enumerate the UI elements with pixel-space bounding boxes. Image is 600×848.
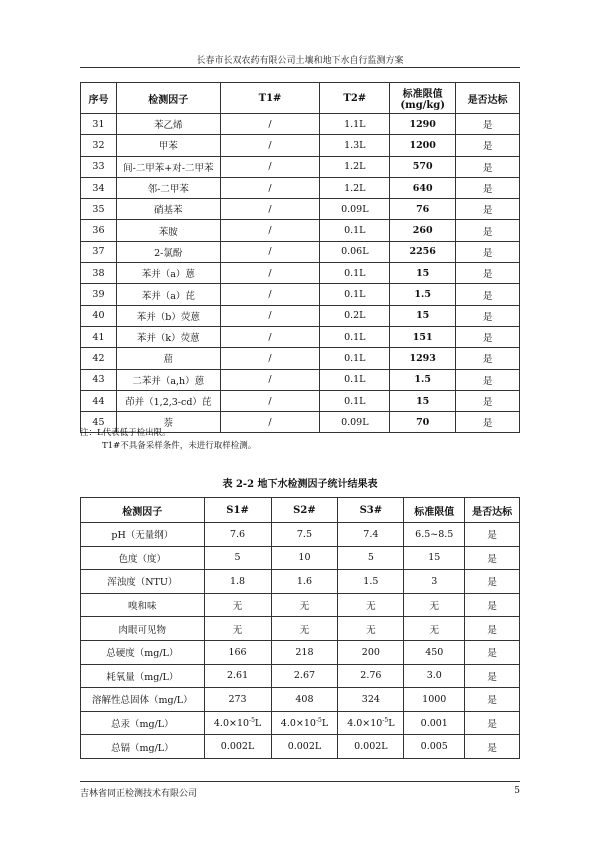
cell-factor: 苯并（a）蒽 xyxy=(116,263,220,284)
cell-factor: 嗅和味 xyxy=(81,593,205,617)
col-header-s2: S2# xyxy=(271,498,338,523)
col-header-compliance: 是否达标 xyxy=(456,83,520,114)
col-header-factor: 检测因子 xyxy=(116,83,220,114)
table-row xyxy=(81,326,520,347)
cell-s2: 10 xyxy=(271,546,338,570)
cell-limit: 70 xyxy=(390,412,456,433)
cell-factor: 总汞（mg/L） xyxy=(81,711,205,735)
cell-s1: 0.002L xyxy=(204,735,271,759)
cell-s2: 218 xyxy=(271,640,338,664)
cell-t2: 0.1L xyxy=(320,220,390,241)
cell-factor: 苯并（a）芘 xyxy=(116,284,220,305)
cell-t1: / xyxy=(220,199,320,220)
cell-compliance: 是 xyxy=(465,523,520,547)
col-header-t1: T1# xyxy=(220,83,320,114)
cell-s2: 408 xyxy=(271,688,338,712)
cell-s3 xyxy=(338,711,404,735)
cell-t1: / xyxy=(220,305,320,326)
cell-t2: 1.3L xyxy=(320,135,390,156)
cell-compliance: 是 xyxy=(465,688,520,712)
cell-t1: / xyxy=(220,348,320,369)
cell-limit: 15 xyxy=(390,263,456,284)
cell-factor: 苯胺 xyxy=(116,220,220,241)
table-header-row xyxy=(81,83,520,114)
cell-limit: 76 xyxy=(390,199,456,220)
cell-t1: / xyxy=(220,284,320,305)
cell-t2: 0.1L xyxy=(320,263,390,284)
cell-s1: 273 xyxy=(204,688,271,712)
cell-t1: / xyxy=(220,135,320,156)
sci-base: 4.0×10 xyxy=(213,717,250,729)
cell-index: 44 xyxy=(81,390,117,411)
cell-t2: 0.09L xyxy=(320,199,390,220)
cell-limit: 0.001 xyxy=(404,711,465,735)
cell-t1: / xyxy=(220,263,320,284)
cell-limit: 1200 xyxy=(390,135,456,156)
groundwater-results-tail xyxy=(81,711,520,758)
cell-t2: 1.1L xyxy=(320,114,390,135)
cell-index: 36 xyxy=(81,220,117,241)
cell-s1 xyxy=(204,711,271,735)
cell-s2: 无 xyxy=(271,593,338,617)
cell-compliance: 是 xyxy=(456,135,520,156)
footer-company: 吉林省同正检测技术有限公司 xyxy=(80,789,198,799)
table-row xyxy=(81,593,520,617)
cell-limit: 1293 xyxy=(390,348,456,369)
cell-limit: 6.5~8.5 xyxy=(404,523,465,547)
cell-factor: 间-二甲苯+对-二甲苯 xyxy=(116,156,220,177)
cell-limit: 1.5 xyxy=(390,369,456,390)
cell-t2: 0.1L xyxy=(320,369,390,390)
sci-unit: L xyxy=(321,717,329,729)
table-row xyxy=(81,284,520,305)
cell-compliance: 是 xyxy=(465,640,520,664)
cell-factor: 总镉（mg/L） xyxy=(81,735,205,759)
sci-unit: L xyxy=(254,717,262,729)
cell-factor: 色度（度） xyxy=(81,546,205,570)
cell-t2: 0.1L xyxy=(320,390,390,411)
cell-factor: 耗氧量（mg/L） xyxy=(81,664,205,688)
cell-compliance: 是 xyxy=(465,711,520,735)
cell-t1: / xyxy=(220,177,320,198)
sci-exponent: -5 xyxy=(315,716,322,724)
cell-index: 42 xyxy=(81,348,117,369)
cell-factor: 䓛 xyxy=(116,348,220,369)
groundwater-results-body xyxy=(81,523,520,712)
cell-s1: 1.8 xyxy=(204,570,271,594)
table-row xyxy=(81,570,520,594)
table-row xyxy=(81,114,520,135)
cell-index: 43 xyxy=(81,369,117,390)
cell-limit: 15 xyxy=(390,305,456,326)
cell-s2: 2.67 xyxy=(271,664,338,688)
note-line-1: 注：L代表低于检出限。 xyxy=(80,428,171,438)
cell-limit: 15 xyxy=(390,390,456,411)
cell-compliance: 是 xyxy=(456,199,520,220)
cell-compliance: 是 xyxy=(456,114,520,135)
cell-compliance: 是 xyxy=(456,390,520,411)
cell-t1: / xyxy=(220,241,320,262)
cell-compliance: 是 xyxy=(465,546,520,570)
cell-t2: 1.2L xyxy=(320,156,390,177)
table-notes xyxy=(80,427,256,453)
table-row xyxy=(81,199,520,220)
table-row xyxy=(81,711,520,735)
cell-s2: 1.6 xyxy=(271,570,338,594)
col-header-t2: T2# xyxy=(320,83,390,114)
cell-compliance: 是 xyxy=(465,593,520,617)
note-line-2: T1#不具备采样条件，未进行取样检测。 xyxy=(102,441,257,451)
cell-limit: 1290 xyxy=(390,114,456,135)
cell-factor: 肉眼可见物 xyxy=(81,617,205,641)
cell-limit: 151 xyxy=(390,326,456,347)
cell-t1: / xyxy=(220,156,320,177)
sci-unit: L xyxy=(388,717,395,729)
table-row xyxy=(81,523,520,547)
sci-exponent: -5 xyxy=(382,716,389,724)
table-row xyxy=(81,135,520,156)
table-header-row xyxy=(81,498,520,523)
col-header-limit: 标准限值 xyxy=(404,498,465,523)
col-header-limit xyxy=(390,83,456,114)
cell-compliance: 是 xyxy=(456,369,520,390)
cell-index: 40 xyxy=(81,305,117,326)
cell-factor: 茚并（1,2,3-cd）芘 xyxy=(116,390,220,411)
table-row xyxy=(81,640,520,664)
cell-factor: pH（无量纲） xyxy=(81,523,205,547)
cell-factor: 甲苯 xyxy=(116,135,220,156)
cell-s3: 200 xyxy=(338,640,404,664)
cell-s3: 7.4 xyxy=(338,523,404,547)
cell-compliance: 是 xyxy=(456,156,520,177)
cell-factor: 苯并（k）荧蒽 xyxy=(116,326,220,347)
cell-factor: 邻-二甲苯 xyxy=(116,177,220,198)
cell-factor: 溶解性总固体（mg/L） xyxy=(81,688,205,712)
cell-index: 35 xyxy=(81,199,117,220)
cell-compliance: 是 xyxy=(456,305,520,326)
cell-limit: 3.0 xyxy=(404,664,465,688)
cell-index: 34 xyxy=(81,177,117,198)
header-rule xyxy=(80,67,520,68)
cell-limit: 3 xyxy=(404,570,465,594)
cell-index: 31 xyxy=(81,114,117,135)
cell-index: 39 xyxy=(81,284,117,305)
cell-compliance: 是 xyxy=(465,735,520,759)
table-row xyxy=(81,241,520,262)
cell-factor: 苯并（b）荧蒽 xyxy=(116,305,220,326)
table-row xyxy=(81,664,520,688)
cell-limit: 260 xyxy=(390,220,456,241)
cell-factor: 硝基苯 xyxy=(116,199,220,220)
cell-s1: 无 xyxy=(204,593,271,617)
cell-index: 45 xyxy=(81,412,117,433)
table-row xyxy=(81,263,520,284)
cell-t1: / xyxy=(220,114,320,135)
cell-s3: 5 xyxy=(338,546,404,570)
cell-compliance: 是 xyxy=(456,284,520,305)
sci-base: 4.0×10 xyxy=(280,717,316,729)
cell-compliance: 是 xyxy=(465,617,520,641)
cell-factor: 浑浊度（NTU） xyxy=(81,570,205,594)
cell-limit: 450 xyxy=(404,640,465,664)
cell-compliance: 是 xyxy=(456,412,520,433)
table-row xyxy=(81,220,520,241)
table-row xyxy=(81,177,520,198)
table-row xyxy=(81,348,520,369)
cell-index: 38 xyxy=(81,263,117,284)
cell-index: 41 xyxy=(81,326,117,347)
table-row xyxy=(81,369,520,390)
cell-factor: 总硬度（mg/L） xyxy=(81,640,205,664)
cell-limit: 无 xyxy=(404,593,465,617)
col-header-limit-unit: (mg/kg) xyxy=(400,100,445,111)
table2-caption: 表 2-2 地下水检测因子统计结果表 xyxy=(222,479,378,490)
cell-index: 33 xyxy=(81,156,117,177)
cell-t1: / xyxy=(220,390,320,411)
sci-exponent: -5 xyxy=(249,716,255,724)
col-header-s1: S1# xyxy=(204,498,271,523)
cell-s3: 无 xyxy=(338,617,404,641)
cell-limit: 15 xyxy=(404,546,465,570)
col-header-limit-label: 标准限值 xyxy=(402,89,443,100)
cell-compliance: 是 xyxy=(465,570,520,594)
table-row xyxy=(81,735,520,759)
cell-s1: 166 xyxy=(204,640,271,664)
cell-s3: 无 xyxy=(338,593,404,617)
cell-t2: 0.1L xyxy=(320,348,390,369)
cell-t2: 0.06L xyxy=(320,241,390,262)
cell-compliance: 是 xyxy=(456,177,520,198)
cell-factor: 苯乙烯 xyxy=(116,114,220,135)
cell-compliance: 是 xyxy=(456,348,520,369)
table-row xyxy=(81,688,520,712)
cell-index: 32 xyxy=(81,135,117,156)
cell-limit: 2256 xyxy=(390,241,456,262)
cell-s1: 7.6 xyxy=(204,523,271,547)
footer-rule xyxy=(80,781,520,782)
table-row xyxy=(81,305,520,326)
cell-t2: 1.2L xyxy=(320,177,390,198)
cell-compliance: 是 xyxy=(456,241,520,262)
cell-limit: 640 xyxy=(390,177,456,198)
cell-s1: 2.61 xyxy=(204,664,271,688)
col-header-index: 序号 xyxy=(81,83,117,114)
cell-t1: / xyxy=(220,412,320,433)
col-header-compliance: 是否达标 xyxy=(465,498,520,523)
cell-factor: 萘 xyxy=(116,412,220,433)
cell-t1: / xyxy=(220,369,320,390)
cell-t2: 0.2L xyxy=(320,305,390,326)
cell-compliance: 是 xyxy=(456,263,520,284)
soil-results-table xyxy=(80,82,520,433)
cell-s1: 5 xyxy=(204,546,271,570)
table-row xyxy=(81,546,520,570)
cell-factor: 二苯并（a,h）蒽 xyxy=(116,369,220,390)
cell-s3: 324 xyxy=(338,688,404,712)
cell-s2 xyxy=(271,711,338,735)
cell-limit: 1000 xyxy=(404,688,465,712)
cell-t1: / xyxy=(220,220,320,241)
cell-t1: / xyxy=(220,326,320,347)
cell-factor: 2-氯酚 xyxy=(116,241,220,262)
cell-limit: 0.005 xyxy=(404,735,465,759)
cell-t2: 0.1L xyxy=(320,326,390,347)
cell-s2: 7.5 xyxy=(271,523,338,547)
page-header-title: 长春市长双农药有限公司土壤和地下水自行监测方案 xyxy=(196,56,404,66)
cell-s3: 1.5 xyxy=(338,570,404,594)
cell-s3: 2.76 xyxy=(338,664,404,688)
cell-s1: 无 xyxy=(204,617,271,641)
cell-s3: 0.002L xyxy=(338,735,404,759)
table-row xyxy=(81,617,520,641)
groundwater-results-table xyxy=(80,497,520,759)
page-number: 5 xyxy=(514,786,520,796)
table-row xyxy=(81,390,520,411)
cell-compliance: 是 xyxy=(456,326,520,347)
col-header-factor: 检测因子 xyxy=(81,498,205,523)
col-header-s3: S3# xyxy=(338,498,404,523)
cell-t2: 0.09L xyxy=(320,412,390,433)
cell-limit: 无 xyxy=(404,617,465,641)
cell-s2: 无 xyxy=(271,617,338,641)
soil-results-body xyxy=(81,114,520,433)
cell-limit: 570 xyxy=(390,156,456,177)
cell-t2: 0.1L xyxy=(320,284,390,305)
cell-compliance: 是 xyxy=(465,664,520,688)
cell-compliance: 是 xyxy=(456,220,520,241)
cell-index: 37 xyxy=(81,241,117,262)
cell-s2: 0.002L xyxy=(271,735,338,759)
table-row xyxy=(81,156,520,177)
cell-limit: 1.5 xyxy=(390,284,456,305)
sci-base: 4.0×10 xyxy=(347,717,383,729)
